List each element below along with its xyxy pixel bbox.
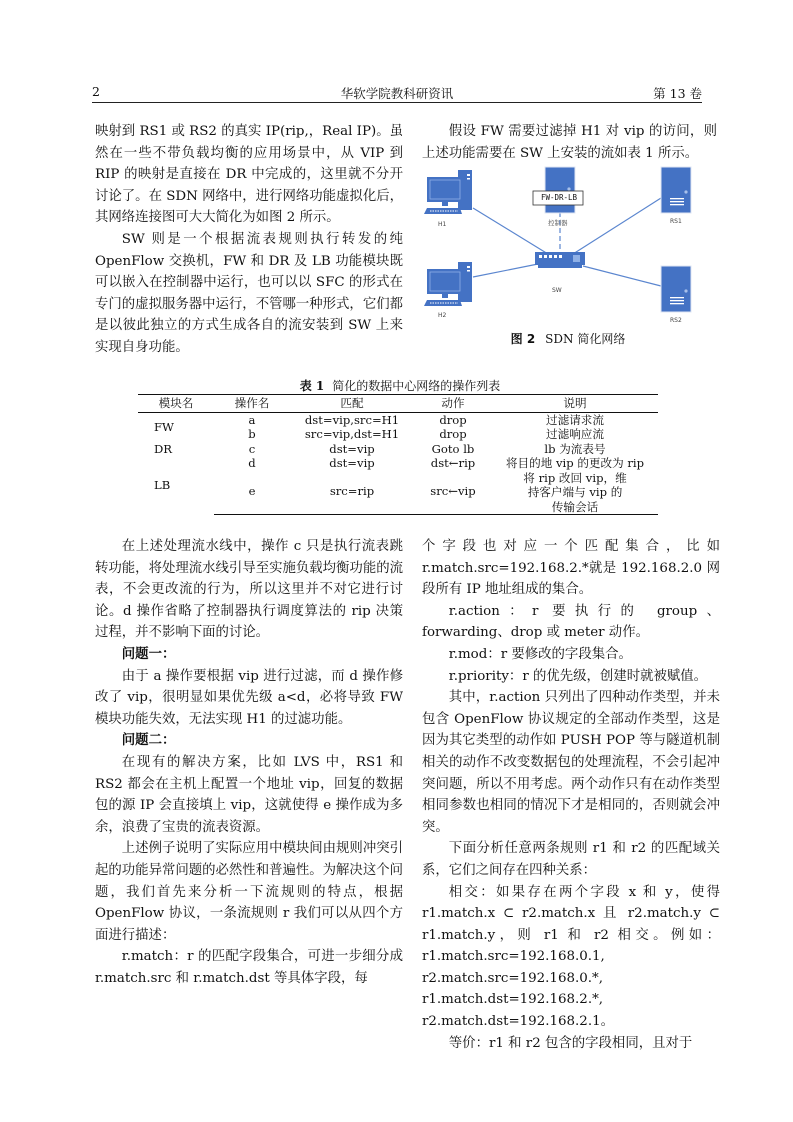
desc-cell: 过滤请求流 [546, 412, 604, 427]
action-cell: drop [439, 412, 467, 427]
paragraph: r.match：r 的匹配字段集合，可进一步细分成 r.match.src 和 r.match.dst 等具体字段，每 [95, 949, 403, 986]
module-cell: DR [154, 441, 173, 456]
match-cell: dst=vip [329, 456, 375, 470]
op-cell: d [248, 456, 256, 470]
section-heading-problem-2: 问题二： [121, 732, 176, 749]
paragraph: 映射到 RS1 或 RS2 的真实 IP(rip,，Real IP)。虽然在一些不带负载均衡的应用场景中，从 VIP 到 RIP 的映射是直接在 DR 中完成的，这里就不分开讨论了。在 SDN 网络中，进行网络功能虚拟化后，其网络连接图可大大简化为如图 2 所示。 [95, 124, 403, 226]
op-cell: a [248, 412, 256, 427]
table-row [138, 412, 658, 427]
match-cell: dst=vip [329, 441, 375, 456]
link-rs1-sw [573, 198, 661, 254]
table-row [138, 456, 658, 471]
figure-caption-text: SDN 简化网络 [545, 332, 626, 346]
rs1-server-icon [661, 167, 691, 213]
paragraph-continued: 个字段也对应一个匹配集合，比如 r.match.src=192.168.2.*就是 192.168.2.0 网段所有 IP 地址组成的集合。 [422, 539, 720, 598]
section-heading-problem-1: 问题一： [121, 645, 176, 662]
link-rs2-sw [583, 266, 661, 286]
column-header: 操作名 [214, 395, 290, 413]
running-header [92, 82, 702, 103]
h2-label: H2 [438, 312, 447, 319]
paragraph: 等价：r1 和 r2 包含的字段相同，且对于 [448, 1035, 693, 1051]
volume-label: 第 13 卷 [653, 86, 702, 101]
column-header: 匹配 [290, 395, 414, 413]
rs1-label: RS1 [670, 218, 682, 225]
table-title [130, 377, 670, 394]
rs2-label: RS2 [670, 317, 682, 324]
table-number: 表 1 [299, 379, 325, 393]
paragraph: 上述例子说明了实际应用中模块间由规则冲突引起的功能异常问题的必然性和普遍性。为解决这个问题，我们首先来分析一下流规则的特点，根据 OpenFlow 协议，一条流规则 r 我们可以从四个方面进行描述： [95, 841, 403, 943]
op-cell: c [248, 441, 256, 456]
paragraph: 在现有的解决方案，比如 LVS 中，RS1 和 RS2 都会在主机上配置一个地址 vip，回复的数据包的源 IP 会直接填上 vip，这就使得 e 操作成为多余，浪费了宝贵的流表资源。 [95, 754, 403, 835]
op-cell: e [214, 471, 290, 515]
desc-cell: lb 为流表号 [544, 441, 606, 456]
paragraph: 其中，r.action 只列出了四种动作类型，并未包含 OpenFlow 协议规定的全部动作类型，这是因为其它类型的动作如 PUSH POP 等与隧道机制相关的动作不改变数据包的处理流程，不会引起冲突问题，所以不用考虑。两个动作只有在动作类型相同参数也相同的情况下才是相同的，否则就会冲突。 [422, 690, 720, 835]
left-column-bottom [95, 536, 403, 989]
operations-table [138, 394, 658, 515]
controller-label: 控制器 [548, 219, 568, 227]
controller-server-icon [533, 167, 583, 213]
op-cell: b [248, 427, 256, 441]
figure-caption [418, 330, 718, 347]
paragraph: r.action：r 要执行的 group、forwarding、drop 或 meter 动作。 [422, 603, 720, 641]
left-column-top [95, 121, 403, 359]
network-diagram-svg [418, 162, 718, 332]
match-cell: src=rip [290, 471, 414, 515]
paragraph: 由于 a 操作要根据 vip 进行过滤，而 d 操作修改了 vip，很明显如果优先级 a<d，必将导致 FW 模块功能失效，无法实现 H1 的过滤功能。 [95, 668, 403, 727]
action-cell: src←vip [414, 471, 492, 515]
switch-label: SW [552, 287, 562, 294]
column-header: 动作 [414, 395, 492, 413]
paragraph: SW 则是一个根据流表规则执行转发的纯 OpenFlow 交换机，FW 和 DR 及 LB 功能模块既可以嵌入在控制器中运行，也可以以 SFC 的形式在专门的虚拟服务器中运行，不管哪一种形式，它们都是以彼此独立的方式生成各自的流安装到 SW 上来实现自身功能。 [95, 231, 403, 355]
action-cell: Goto lb [431, 441, 475, 456]
h1-computer-icon [424, 170, 472, 214]
desc-cell: 将目的地 vip 的更改为 rip [505, 456, 645, 470]
controller-box-label: FW-DR-LB [540, 193, 578, 202]
table-row [138, 471, 658, 515]
journal-title: 华软学院教科研资讯 [340, 86, 454, 101]
column-header: 说明 [492, 395, 658, 413]
table-row [138, 442, 658, 457]
figure-number: 图 2 [510, 332, 536, 346]
sdn-network-diagram [418, 162, 718, 347]
desc-cell: 过滤响应流 [546, 427, 604, 441]
paragraph: 在上述处理流水线中，操作 c 只是执行流表跳转功能，将处理流水线引导至实施负载均衡功能的流表，不会更改流的行为，所以这里并不对它进行讨论。d 操作省略了控制器执行调度算法的 rip 决策过程，并不影响下面的讨论。 [95, 539, 403, 641]
table-header-row [138, 395, 658, 413]
action-cell: dst←rip [430, 456, 476, 470]
right-column-bottom [422, 536, 720, 1054]
h1-label: H1 [438, 221, 447, 228]
table-title-text: 简化的数据中心网络的操作列表 [332, 379, 501, 393]
switch-icon [535, 252, 585, 268]
paragraph: 下面分析任意两条规则 r1 和 r2 的匹配域关系，它们之间存在四种关系： [422, 841, 720, 878]
h2-computer-icon [424, 262, 472, 306]
paragraph: 假设 FW 需要过滤掉 H1 对 vip 的访问，则上述功能需要在 SW 上安装的流如表 1 所示。 [422, 124, 717, 161]
paragraph: 相交：如果存在两个字段 x 和 y，使得 r1.match.x ⊂ r2.match.x 且 r2.match.y ⊂ r1.match.y，则 r1 和 r2 相交。例如：r1.match.src=192.168.0.1, r2.match.src=192.168.0.*, r1.match.dst=192.168.2.*, r2.match.dst=192.168.2.1。 [422, 884, 720, 1030]
page-number: 2 [92, 84, 100, 99]
desc-cell: 将 rip 改回 vip，维持客户端与 vip 的传输会话 [492, 471, 658, 515]
module-cell: LB [154, 478, 171, 492]
right-column-top [422, 121, 717, 164]
paragraph: r.priority：r 的优先级，创建时就被赋值。 [448, 668, 708, 684]
match-cell: dst=vip,src=H1 [304, 412, 400, 427]
match-cell: src=vip,dst=H1 [304, 427, 400, 441]
module-cell: FW [154, 419, 174, 434]
link-h1-sw [473, 208, 548, 254]
rs2-server-icon [661, 266, 691, 312]
column-header: 模块名 [138, 395, 214, 413]
table-row [138, 427, 658, 442]
paragraph: r.mod：r 要修改的字段集合。 [448, 646, 632, 662]
action-cell: drop [439, 427, 467, 441]
link-h2-sw [473, 264, 538, 277]
